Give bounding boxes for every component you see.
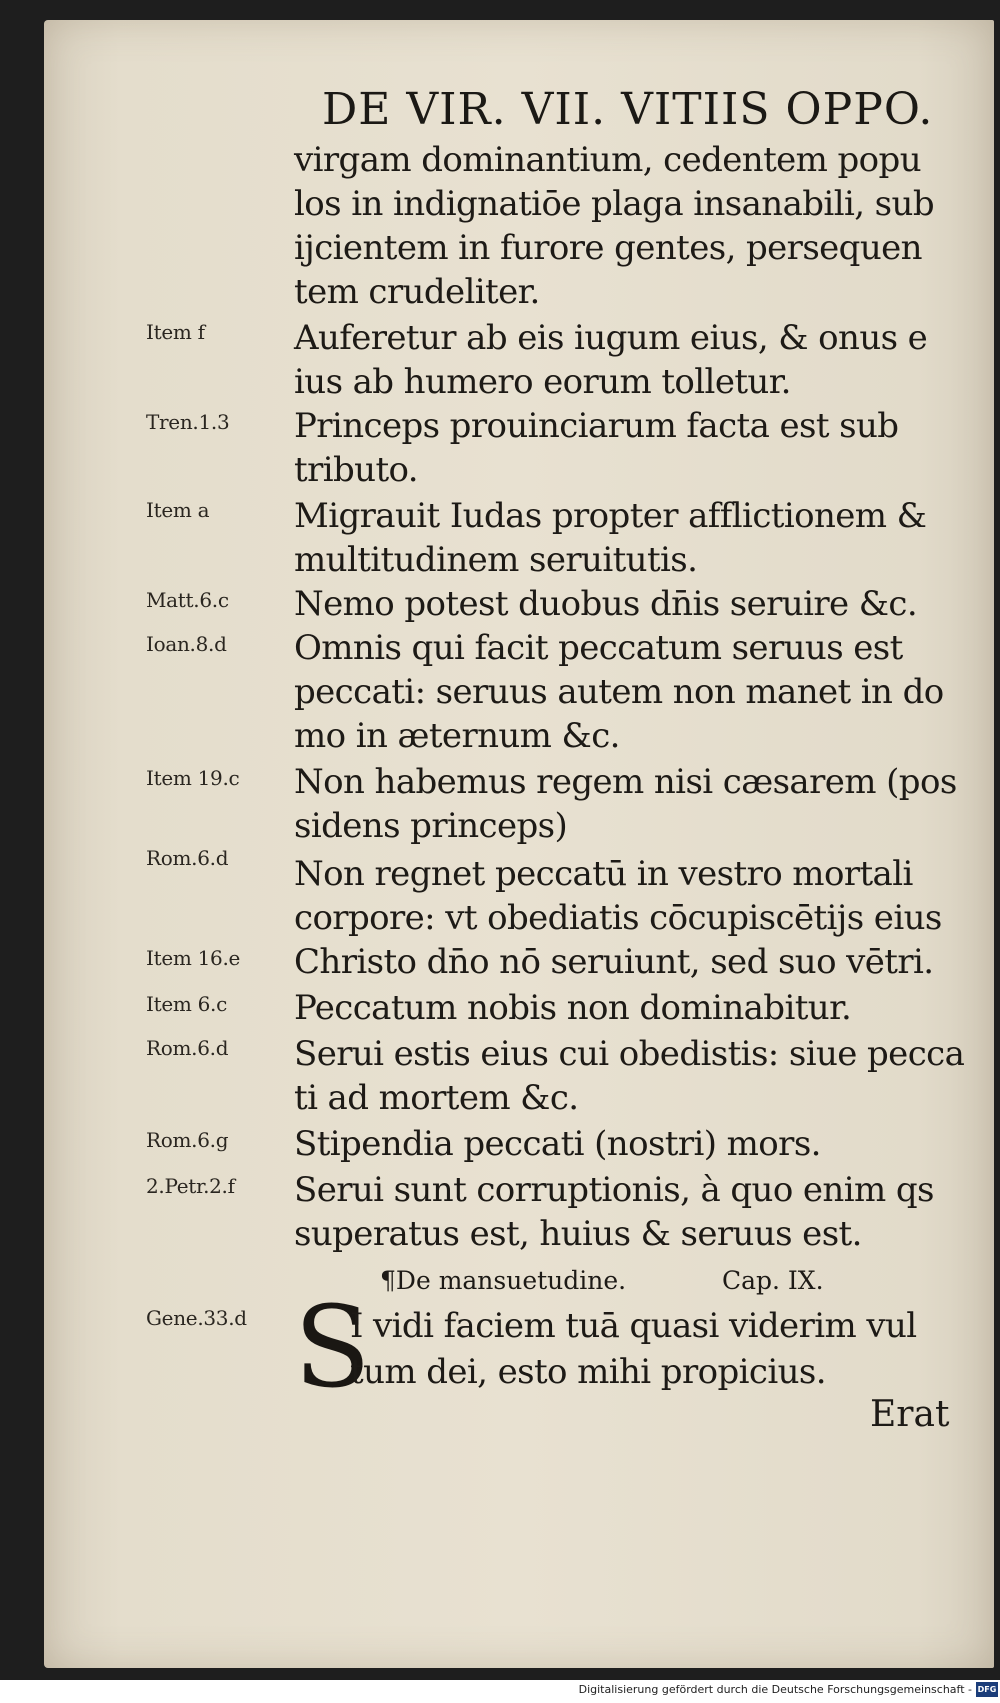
catchword: Erat <box>870 1394 950 1435</box>
text-line: Peccatum nobis non dominabitur. <box>294 988 852 1028</box>
chapter-heading <box>380 1266 880 1295</box>
margin-reference: Rom.6.g <box>146 1128 229 1152</box>
footer-bar <box>0 1680 1000 1703</box>
text-line: mo in æternum &c. <box>294 716 620 756</box>
margin-reference: Rom.6.d <box>146 846 229 870</box>
margin-reference: Gene.33.d <box>146 1306 247 1330</box>
margin-reference: 2.Petr.2.f <box>146 1174 235 1198</box>
dfg-logo-icon: DFG <box>976 1682 998 1697</box>
text-line: Migrauit Iudas propter afflictionem & <box>294 496 927 536</box>
text-line: ijcientem in furore gentes, persequen <box>294 228 922 268</box>
text-line: tem crudeliter. <box>294 272 540 312</box>
text-line: ti ad mortem &c. <box>294 1078 579 1118</box>
margin-reference: Item 19.c <box>146 766 240 790</box>
text-line: multitudinem seruitutis. <box>294 540 698 580</box>
text-line: Non regnet peccatū in vestro mortali <box>294 854 913 894</box>
chapter-title: ¶De mansuetudine. <box>380 1266 627 1295</box>
text-line: superatus est, huius & seruus est. <box>294 1214 862 1254</box>
text-line: I vidi faciem tuā quasi viderim vul <box>350 1306 917 1346</box>
text-line: tributo. <box>294 450 418 490</box>
text-line: Princeps prouinciarum facta est sub <box>294 406 899 446</box>
text-line: virgam dominantium, cedentem popu <box>294 140 921 180</box>
text-line: Serui sunt corruptionis, à quo enim qs <box>294 1170 934 1210</box>
margin-reference: Rom.6.d <box>146 1036 229 1060</box>
margin-reference: Ioan.8.d <box>146 632 227 656</box>
text-line: sidens princeps) <box>294 806 568 846</box>
digitization-credit: Digitalisierung gefördert durch die Deutsche Forschungsgemeinschaft - <box>578 1683 972 1696</box>
margin-reference: Item 16.e <box>146 946 241 970</box>
margin-reference: Item a <box>146 498 210 522</box>
text-line: Stipendia peccati (nostri) mors. <box>294 1124 821 1164</box>
text-line: Non habemus regem nisi cæsarem (pos <box>294 762 957 802</box>
text-line: ius ab humero eorum tolletur. <box>294 362 791 402</box>
margin-reference: Item f <box>146 320 205 344</box>
text-line: tum dei, esto mihi propicius. <box>350 1352 826 1392</box>
text-line: Serui estis eius cui obedistis: siue pecca <box>294 1034 965 1074</box>
chapter-number: Cap. IX. <box>722 1266 824 1295</box>
text-line: los in indignatiōe plaga insanabili, sub <box>294 184 934 224</box>
drop-cap-initial: S <box>294 1283 371 1413</box>
margin-reference: Matt.6.c <box>146 588 229 612</box>
text-line: Auferetur ab eis iugum eius, & onus e <box>294 318 928 358</box>
margin-reference: Tren.1.3 <box>146 410 230 434</box>
text-line: Omnis qui facit peccatum seruus est <box>294 628 903 668</box>
text-line: Christo dn̄o nō seruiunt, sed suo vētri. <box>294 942 934 982</box>
text-line: peccati: seruus autem non manet in do <box>294 672 944 712</box>
margin-reference: Item 6.c <box>146 992 227 1016</box>
text-line: corpore: vt obediatis cōcupiscētijs eius <box>294 898 942 938</box>
text-line: Nemo potest duobus dn̄is seruire &c. <box>294 584 918 624</box>
running-head: DE VIR. VII. VITIIS OPPO. <box>322 84 934 135</box>
